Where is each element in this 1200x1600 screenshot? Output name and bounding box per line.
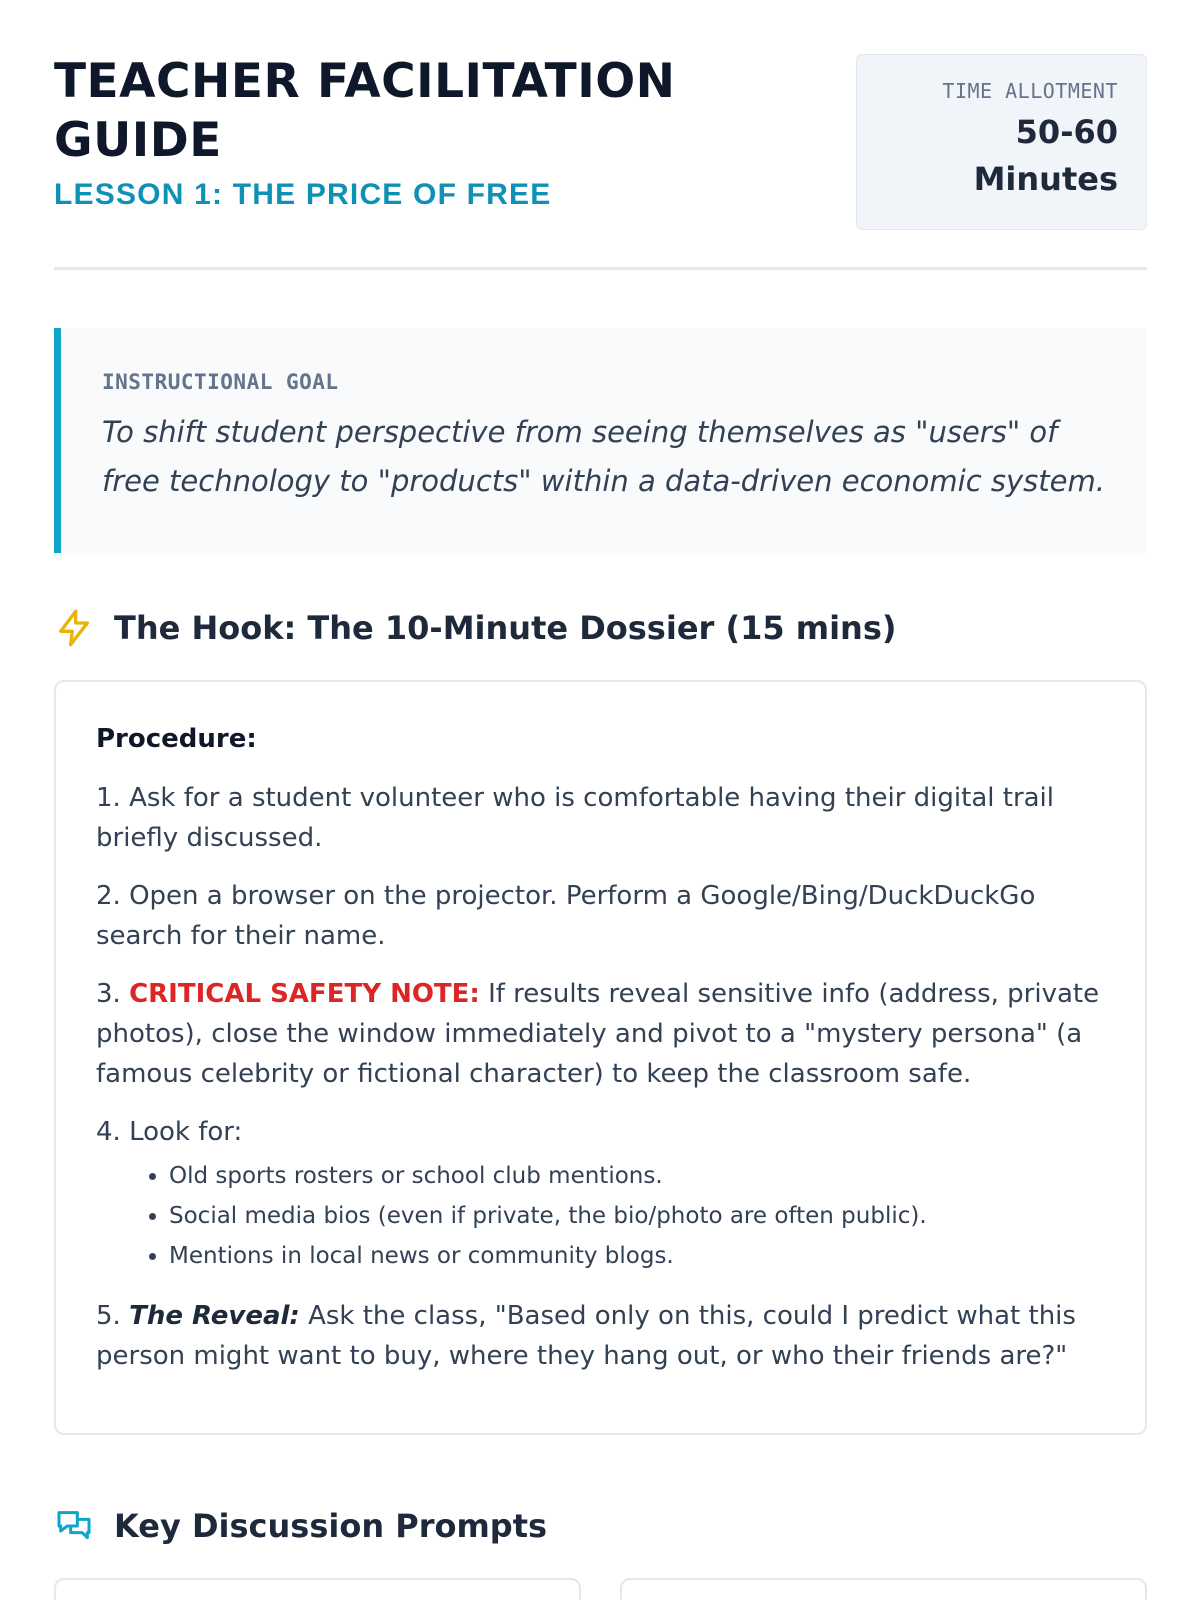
procedure-step-1: [96, 778, 1105, 858]
procedure-step-5: [96, 1296, 1105, 1376]
hook-section-heading: [54, 608, 897, 648]
discussion-section-heading: [54, 1506, 547, 1546]
lightning-icon: [54, 608, 94, 648]
time-value-range: 50-60: [1015, 113, 1118, 151]
step-text: Open a browser on the projector. Perform a Google/Bing/DuckDuckGo search for their name.: [96, 881, 1036, 951]
procedure-step-4: [96, 1112, 1105, 1152]
step-text: Look for:: [129, 1117, 243, 1147]
goal-label: INSTRUCTIONAL GOAL: [102, 370, 339, 394]
time-allotment-value: [857, 109, 1118, 203]
step-number: 4.: [96, 1117, 121, 1147]
discussion-prompt-card: [54, 1578, 581, 1600]
step-text: Ask for a student volunteer who is comfortable having their digital trail briefly discussed.: [96, 783, 1055, 853]
discussion-prompt-card: [620, 1578, 1147, 1600]
time-allotment-label: TIME ALLOTMENT: [942, 79, 1118, 103]
discussion-heading: Key Discussion Prompts: [114, 1507, 548, 1545]
lesson-subtitle: LESSON 1: THE PRICE OF FREE: [54, 178, 552, 211]
look-for-list: [96, 1156, 1105, 1276]
critical-safety-note: CRITICAL SAFETY NOTE:: [129, 979, 480, 1009]
time-value-unit: Minutes: [973, 160, 1118, 198]
hook-heading: The Hook: The 10-Minute Dossier (15 mins): [114, 609, 897, 647]
step-number: 1.: [96, 783, 121, 813]
instructional-goal-box: [54, 328, 1147, 553]
step-number: 5.: [96, 1301, 121, 1331]
step-number: 2.: [96, 881, 121, 911]
header: [54, 0, 1147, 270]
procedure-card: [54, 680, 1147, 1435]
guide-page: [54, 0, 1147, 1545]
reveal-label: The Reveal:: [129, 1301, 300, 1331]
procedure-step-3: [96, 974, 1105, 1094]
list-item: • Mentions in local news or community blogs.: [169, 1236, 1105, 1276]
step-number: 3.: [96, 979, 121, 1009]
procedure-step-2: [96, 876, 1105, 956]
list-item: • Old sports rosters or school club mentions.: [169, 1156, 1105, 1196]
time-allotment-box: [856, 54, 1147, 230]
goal-text: To shift student perspective from seeing themselves as "users" of free technology to "products" within a data-driven economic system.: [102, 415, 1105, 498]
step-text: Ask the class, "Based only on this, could I predict what this person might want to buy, where they hang out, or who their friends are?": [96, 1301, 1076, 1371]
chat-bubbles-icon: [54, 1506, 94, 1546]
step-text: If results reveal sensitive info (address, private photos), close the window immediately and pivot to a "mystery persona" (a famous celebrity or fictional character) to keep the classroom safe.: [96, 979, 1100, 1089]
list-item: • Social media bios (even if private, the bio/photo are often public).: [169, 1196, 1105, 1236]
procedure-label: Procedure:: [96, 724, 257, 754]
page-title: TEACHER FACILITATION GUIDE: [54, 54, 676, 168]
